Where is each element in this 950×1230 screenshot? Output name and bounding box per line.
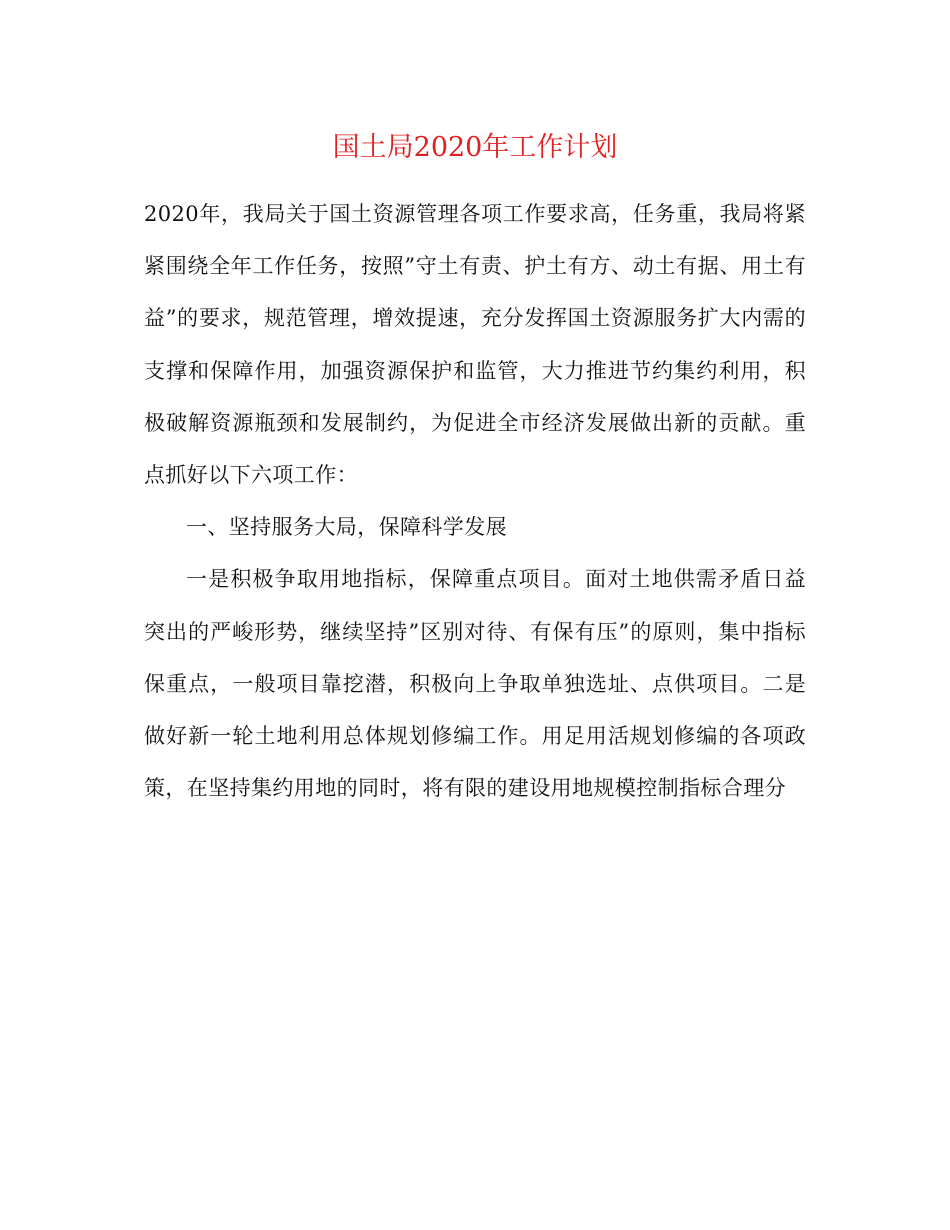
section-heading-1: 一、坚持服务大局，保障科学发展	[186, 515, 507, 540]
document-body	[144, 188, 806, 814]
paragraph-intro: 2020年，我局关于国土资源管理各项工作要求高，任务重，我局将紧紧围绕全年工作任务，按照”守土有责、护土有方、动土有据、用土有益”的要求，规范管理，增效提速，充分发挥国土资源服务扩大内需的支撑和保障作用，加强资源保护和监管，大力推进节约集约利用，积极破解资源瓶颈和发展制约，为促进全市经济发展做出新的贡献。重点抓好以下六项工作：	[144, 202, 806, 488]
document-title: 国土局2020年工作计划	[332, 132, 618, 163]
paragraph-section-1-body: 一是积极争取用地指标，保障重点项目。面对土地供需矛盾日益突出的严峻形势，继续坚持”区别对待、有保有压”的原则，集中指标保重点，一般项目靠挖潜，积极向上争取单独选址、点供项目。二是做好新一轮土地利用总体规划修编工作。用足用活规划修编的各项政策，在坚持集约用地的同时，将有限的建设用地规模控制指标合理分	[144, 567, 806, 801]
